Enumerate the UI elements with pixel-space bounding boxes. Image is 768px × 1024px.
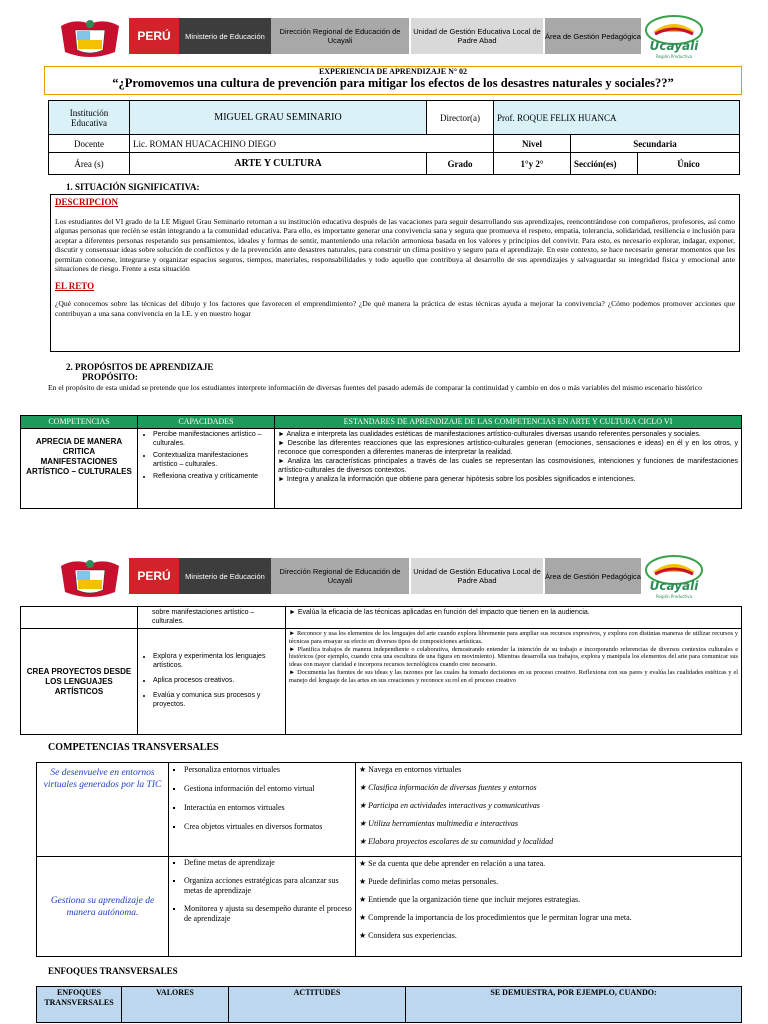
list-item: ★ Considera sus experiencias. — [359, 931, 457, 940]
dre-label: Dirección Regional de Educación de Ucayali — [271, 18, 409, 54]
list-item: ► Reconoce y usa los elementos de los lenguajes del arte cuando explora libremente para ampliar sus recursos expresivos, y explora con distintas maneras de utilizar recursos y técnicas para ensayar su efecto en diversos tipos de composiciones artísticas. — [289, 630, 738, 645]
experience-label: EXPERIENCIA DE APRENDIZAJE N° 02 — [318, 67, 468, 76]
inst-label: Institución Educativa — [49, 101, 130, 135]
enfoques-heading: ENFOQUES TRANSVERSALES — [48, 966, 178, 976]
situacion-heading: 1. SITUACIÓN SIGNIFICATIVA: — [66, 182, 200, 192]
proposito-text: En el propósito de esta unidad se pretende que los estudiantes interprete información de diversas fuentes del pasado además de comparar la continuidad y cambio en dos o más variables del mismo escenario histórico — [48, 383, 702, 392]
col-actitudes: ACTITUDES — [229, 987, 406, 1023]
proposito-sub: PROPÓSITO: — [82, 372, 138, 382]
svg-text:Región Productiva: Región Productiva — [655, 594, 693, 599]
star-icon: ★ — [359, 913, 367, 922]
descripcion-label: DESCRIPCION — [55, 197, 119, 207]
list-item: ★ Comprende la importancia de los procedimientos que le permitan lograr una meta. — [359, 913, 632, 922]
col-competencias: COMPETENCIAS — [21, 416, 138, 429]
list-item: • Explora y experimenta los lenguajes artísticos. — [153, 652, 282, 670]
area-label: Área de Gestión Pedagógica — [545, 18, 641, 54]
desempenos-autonoma — [356, 857, 742, 957]
ucayali-logo — [643, 552, 705, 600]
capacidad-cont: sobre manifestaciones artístico – culturales. — [138, 607, 286, 629]
col-estandares: ESTANDARES DE APRENDIZAJE DE LAS COMPETENCIAS EN ARTE Y CULTURA CICLO VI — [275, 416, 742, 429]
star-icon: ★ — [359, 931, 367, 940]
star-icon: ★ — [359, 837, 367, 846]
col-enfoques: ENFOQUES TRANSVERSALES — [37, 987, 122, 1023]
list-item: ► Describe las diferentes reacciones que las expresiones artístico-culturales generan (emociones, sensaciones e ideas) en él y en los otros, y reconoce que corresponden a diferentes maneras de interpretar la realidad. — [278, 440, 738, 456]
ministry-label: Ministerio de Educación — [179, 18, 271, 54]
col-valores: VALORES — [122, 987, 229, 1023]
competencia-tic: Se desenvuelve en entornos virtuales generados por la TIC — [37, 763, 169, 857]
grado-value: 1°y 2° — [494, 153, 571, 175]
ugel-label: Unidad de Gestión Educativa Local de Padre Abad — [411, 558, 543, 594]
peru-coat-of-arms-icon — [55, 12, 125, 60]
peru-coat-of-arms-icon — [55, 552, 125, 600]
page-header — [55, 12, 705, 60]
ugel-label: Unidad de Gestión Educativa Local de Padre Abad — [411, 18, 543, 54]
director-label: Director(a) — [427, 101, 494, 135]
estandares-crea — [286, 629, 742, 735]
star-icon: ★ — [359, 765, 367, 774]
list-item: ▪ Personaliza entornos virtuales — [184, 764, 352, 775]
capacidades-autonoma — [169, 857, 356, 957]
area-row-value: ARTE Y CULTURA — [130, 153, 427, 175]
list-item: • Aplica procesos creativos. — [153, 676, 282, 685]
seccion-label: Sección(es) — [571, 153, 638, 175]
list-item: ► Planifica trabajos de manera independiente o colaborativa, demostrando entender la intención de su trabajo e incorporando referencias de diversos contextos culturales e históricos (por ejemplo, cuando crea una escultura de una figura en movimiento). Mientras desarrolla sus trabajos, explora y manipula los elementos del arte para comunicar sus ideas con mayor claridad e incorpora recursos tecnológicos cuando cree necesario. — [289, 645, 738, 669]
descripcion-text: Los estudiantes del VI grado de la I.E Miguel Grau Seminario retornan a su institución educativa después de las vacaciones para seguir desarrollando sus aprendizajes, reencontrándose con compañeros, profesores, así como algunas personas que recién se están integrando a la comunidad educativa. Para ello, es importante generar una convivencia sana y segura que promueva el respeto, empatía, tolerancia, solidaridad, resiliencia e inclusión para aceptar a diferentes personas respetando sus pensamientos, ideales y formas de sentir, manteniendo una relación armoniosa basada en los valores y principios del convivir. Para esto, es necesario explorar, indagar, exponer, discutir y consensuar ideas sobre solución de conflictos y de la prevención ante desastres naturales, para construir un clima positivo y seguro para el aprendizaje. En este contexto, se hace necesario generar momentos que les permitan conocerse, integrarse y organizar espacios seguros, tiempos, materiales, responsabilidades y todo aquello que contribuya al desarrollo de sus aprendizajes y salvaguardar su integridad física y emocional ante situaciones de riesgo. Frente a esta situación — [55, 217, 735, 274]
peru-label: PERÚ — [129, 558, 179, 594]
list-item: ★ Entiende que la organización tiene que incluir mejores estrategias. — [359, 895, 581, 904]
list-item: ► Documenta las fuentes de sus ideas y las razones por las cuales ha tomado decisiones en su proceso creativo. Reflexiona con sus pares y evalúa las cualidades estéticas y el manejo del lenguaje de las artes en sus creaciones y reconoce su rol en el proceso creativo — [289, 668, 738, 684]
star-icon: ★ — [359, 801, 367, 810]
list-item: • Evalúa y comunica sus procesos y proyectos. — [153, 691, 282, 709]
situacion-box — [50, 194, 740, 352]
list-item: ★ Participa en actividades interactivas y comunicativas — [359, 801, 540, 810]
col-capacidades: CAPACIDADES — [138, 416, 275, 429]
page-title: “¿Promovemos una cultura de prevención para mitigar los efectos de los desastres naturales y sociales??” — [112, 76, 674, 90]
inst-value: MIGUEL GRAU SEMINARIO — [130, 101, 427, 135]
star-icon: ★ — [359, 783, 367, 792]
capacidades-tic — [169, 763, 356, 857]
title-box — [44, 66, 742, 95]
list-item: ▪ Monitorea y ajusta su desempeño durante el proceso de aprendizaje — [184, 904, 352, 924]
capacidades-aprecia — [138, 429, 275, 509]
area-label: Área de Gestión Pedagógica — [545, 558, 641, 594]
empty-cell — [21, 607, 138, 629]
svg-text:Ucayali: Ucayali — [649, 39, 699, 53]
page-header-2 — [55, 552, 705, 600]
list-item: ★ Puede definirlas como metas personales. — [359, 877, 499, 886]
star-icon: ★ — [359, 859, 367, 868]
list-item: ★ Utiliza herramientas multimedia e interactivas — [359, 819, 518, 828]
ucayali-logo — [643, 12, 705, 60]
list-item: • Contextualiza manifestaciones artístico – culturales. — [153, 451, 271, 469]
enfoques-table — [36, 986, 742, 1023]
info-table — [48, 100, 740, 175]
svg-text:Ucayali: Ucayali — [649, 579, 699, 593]
capacidades-crea — [138, 629, 286, 735]
svg-text:Región Productiva: Región Productiva — [655, 54, 693, 59]
competencia-crea: CREA PROYECTOS DESDE LOS LENGUAJES ARTÍSTICOS — [21, 629, 138, 735]
list-item: • Percibe manifestaciones artístico – culturales. — [153, 430, 271, 448]
ministry-label: Ministerio de Educación — [179, 558, 271, 594]
area-row-label: Área (s) — [49, 153, 130, 175]
list-item: ▪ Define metas de aprendizaje — [184, 858, 352, 868]
competencia-autonoma: Gestiona su aprendizaje de manera autónoma. — [37, 857, 169, 957]
star-icon: ★ — [359, 895, 367, 904]
list-item: ★ Navega en entornos virtuales — [359, 765, 462, 774]
list-item: ▪ Gestiona información del entorno virtual — [184, 783, 352, 794]
col-se-demuestra: SE DEMUESTRA, POR EJEMPLO, CUANDO: — [406, 987, 742, 1023]
competencias-table-cont — [20, 606, 742, 735]
list-item: ★ Elabora proyectos escolares de su comunidad y localidad — [359, 837, 554, 846]
list-item: ▪ Organiza acciones estratégicas para alcanzar sus metas de aprendizaje — [184, 876, 352, 896]
director-value: Prof. ROQUE FELIX HUANCA — [494, 101, 740, 135]
list-item: ★ Clasifica información de diversas fuentes y entornos — [359, 783, 537, 792]
desempenos-tic — [356, 763, 742, 857]
list-item: ▪ Crea objetos virtuales en diversos formatos — [184, 821, 352, 832]
estandares-aprecia — [275, 429, 742, 509]
star-icon: ★ — [359, 819, 367, 828]
competencia-aprecia: APRECIA DE MANERA CRITICA MANIFESTACIONES ARTÍSTICO – CULTURALES — [21, 429, 138, 509]
grado-label: Grado — [427, 153, 494, 175]
list-item: • Reflexiona creativa y críticamente — [153, 472, 271, 481]
list-item: ▪ Interactúa en entornos virtuales — [184, 802, 352, 813]
nivel-label: Nivel — [494, 135, 571, 153]
reto-text: ¿Qué conocemos sobre las técnicas del dibujo y los factores que favorecen el emprendimiento? ¿De qué manera la práctica de estas técnicas ayuda a mejorar la convivencia? ¿Cómo podemos promover acciones que contribuyan a una sana convivencia en la I.E. y en nuestro hogar — [55, 299, 735, 319]
propositos-heading: 2. PROPÓSITOS DE APRENDIZAJE — [66, 362, 214, 372]
ucayali-logo-icon — [643, 12, 705, 60]
seccion-value: Único — [638, 153, 740, 175]
list-item: ► Analiza e interpreta las cualidades estéticas de manifestaciones artístico-culturales diversas usando referentes personales y sociales. — [278, 431, 701, 438]
transversales-table — [36, 762, 742, 957]
reto-label: EL RETO — [55, 281, 95, 292]
ucayali-logo-icon — [643, 552, 705, 600]
list-item: ★ Se da cuenta que debe aprender en relación a una tarea. — [359, 859, 546, 868]
transversales-heading: COMPETENCIAS TRANSVERSALES — [48, 742, 219, 753]
nivel-value: Secundaria — [571, 135, 740, 153]
estandar-cont: ► Evalúa la eficacia de las técnicas aplicadas en función del impacto que tienen en la audiencia. — [286, 607, 742, 629]
docente-label: Docente — [49, 135, 130, 153]
docente-value: Lic. ROMAN HUACACHINO DIEGO — [130, 135, 494, 153]
star-icon: ★ — [359, 877, 367, 886]
competencias-table — [20, 415, 742, 509]
list-item: ► Analiza las características principales a través de las cuales se representan las cosmovisiones, intenciones y funciones de manifestaciones artístico-culturales de diversos contextos. — [278, 458, 738, 474]
list-item: ► Integra y analiza la información que obtiene para generar hipótesis sobre los posibles significados e intenciones. — [278, 476, 636, 483]
dre-label: Dirección Regional de Educación de Ucayali — [271, 558, 409, 594]
peru-label: PERÚ — [129, 18, 179, 54]
